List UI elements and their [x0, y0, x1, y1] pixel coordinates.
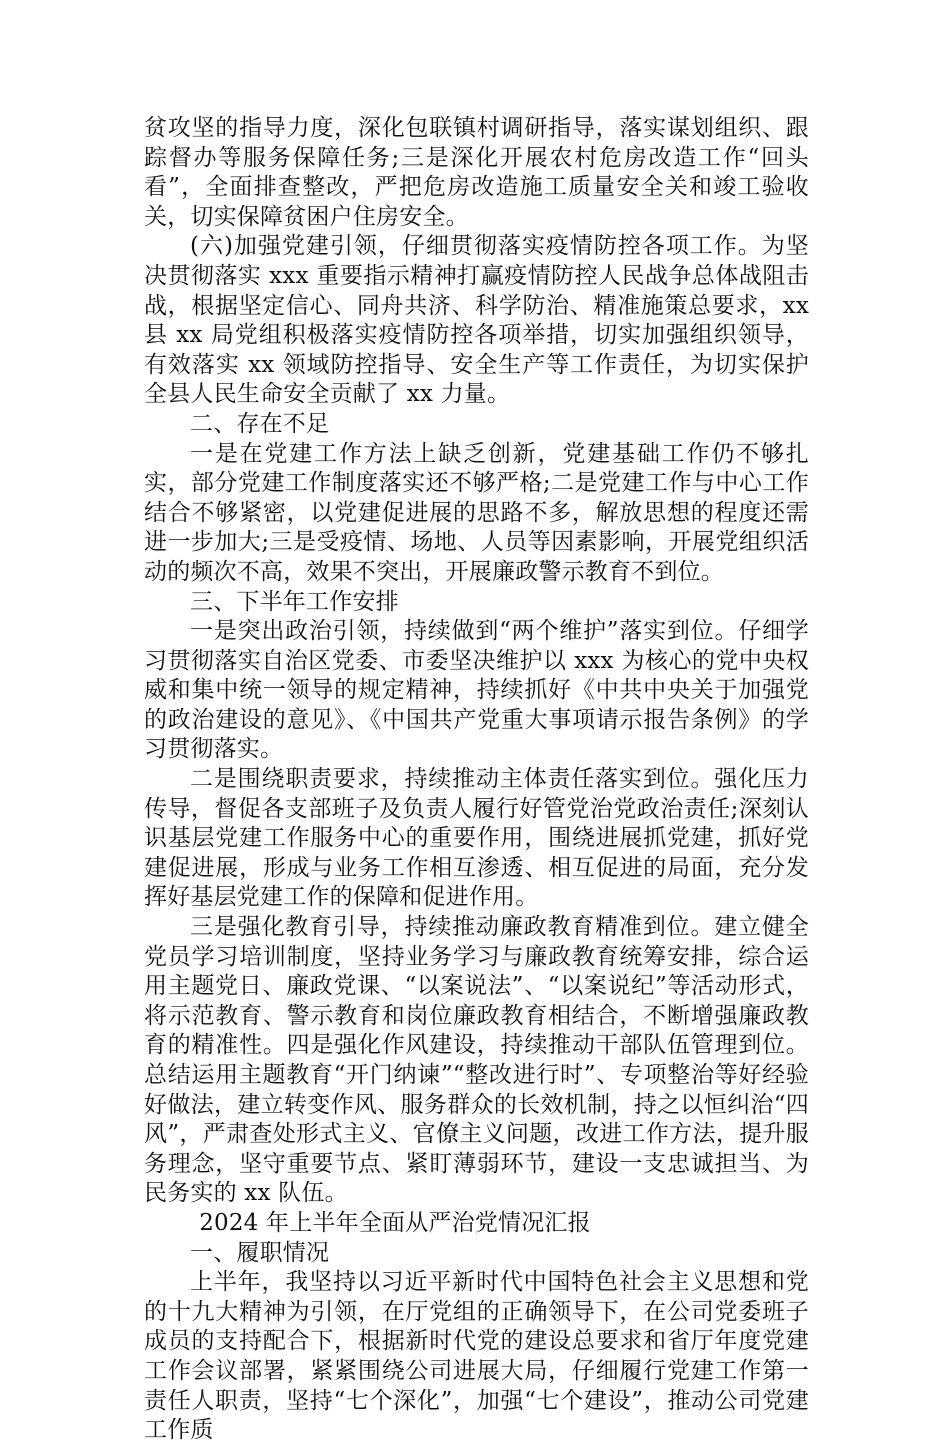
paragraph-plan-responsibility: 二是围绕职责要求，持续推动主体责任落实到位。强化压力传导，督促各支部班子及负责人履行好管党治党政治责任;深刻认识基层党建工作服务中心的重要作用，围绕进展抓党建，抓好党建促进展，形成与业务工作相互渗透、相互促进的局面，充分发挥好基层党建工作的保障和促进作用。 — [144, 766, 809, 911]
paragraph-plan-integrity-education: 三是强化教育引导，持续推动廉政教育精准到位。建立健全党员学习培训制度，坚持业务学习与廉政教育统筹安排，综合运用主题党日、廉政党课、“以案说法”、“以案说纪”等活动形式，将示范教育、警示教育和岗位廉政教育相结合，不断增强廉政教育的精准性。四是强化作风建设，持续推动干部队伍管理到位。总结运用主题教育“开门纳谏”“整改进行时”、专项整治等好经验好做法，建立转变作风、服务群众的长效机制，持之以恒纠治“四风”，严肃查处形式主义、官僚主义问题，改进工作方法，提升服务理念，坚守重要节点、紧盯薄弱环节，建设一支忠诚担当、为民务实的 xx 队伍。 — [144, 914, 809, 1207]
report-title: 2024 年上半年全面从严治党情况汇报 — [199, 1209, 591, 1236]
document-body — [144, 114, 809, 1446]
paragraph-shortcomings: 一是在党建工作方法上缺乏创新，党建基础工作仍不够扎实，部分党建工作制度落实还不够严格;二是党建工作与中心工作结合不够紧密，以党建促进展的思路不多，解放思想的程度还需进一步加大;三是受疫情、场地、人员等因素影响，开展党组织活动的频次不高，效果不突出，开展廉政警示教育不到位。 — [144, 440, 809, 585]
paragraph-plan-political-guidance: 一是突出政治引领，持续做到“两个维护”落实到位。仔细学习贯彻落实自治区党委、市委坚决维护以 xxx 为核心的党中央权威和集中统一领导的规定精神，持续抓好《中共中央关于加强党的政治建设的意见》、《中国共产党重大事项请示报告条例》的学习贯彻落实。 — [144, 618, 809, 763]
section-heading-next-half-plan: 三、下半年工作安排 — [190, 588, 399, 615]
section-heading-shortcomings: 二、存在不足 — [190, 410, 330, 437]
paragraph-duty-performance: 上半年，我坚持以习近平新时代中国特色社会主义思想和党的十九大精神为引领，在厅党组的正确领导下，在公司党委班子成员的支持配合下，根据新时代党的建设总要求和省厅年度党建工作会议部署，紧紧围绕公司进展大局，仔细履行党建工作第一责任人职责，坚持“七个深化”，加强“七个建设”，推动公司党建工作质 — [144, 1269, 809, 1444]
section-heading-duty-performance: 一、履职情况 — [190, 1239, 330, 1266]
paragraph-epidemic-prevention: (六)加强党建引领，仔细贯彻落实疫情防控各项工作。为坚决贯彻落实 xxx 重要指示精神打赢疫情防控人民战争总体战阻击战，根据坚定信心、同舟共济、科学防治、精准施策总要求，xx 县 xx 局党组积极落实疫情防控各项举措，切实加强组织领导，有效落实 xx 领域防控指导、安全生产等工作责任，为切实保护全县人民生命安全贡献了 xx 力量。 — [144, 233, 809, 408]
paragraph-poverty-continuation: 贫攻坚的指导力度，深化包联镇村调研指导，落实谋划组织、跟踪督办等服务保障任务;三是深化开展农村危房改造工作“回头看”，全面排查整改，严把危房改造施工质量安全关和竣工验收关，切实保障贫困户住房安全。 — [144, 115, 809, 230]
